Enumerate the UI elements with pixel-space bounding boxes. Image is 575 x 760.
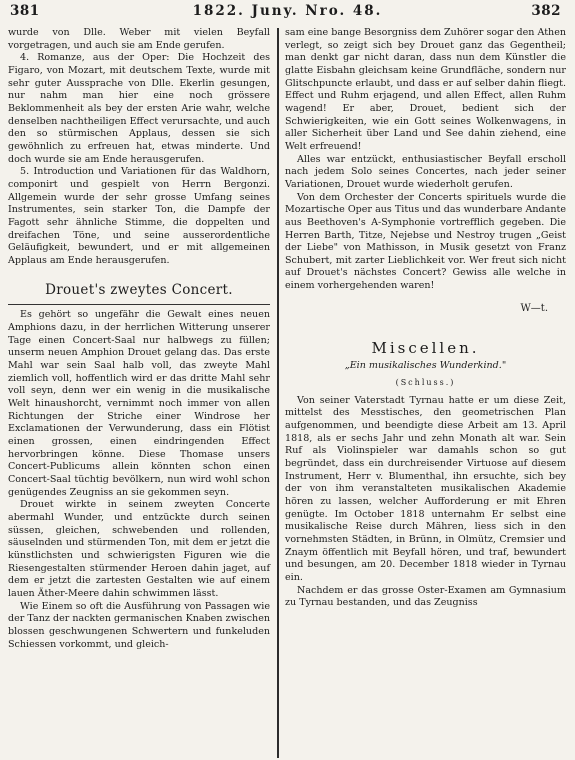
issue-header: 1822. Juny. Nro. 48.: [192, 3, 383, 19]
paragraph: wurde von Dlle. Weber mit vielen Beyfall vorgetragen, und auch sie am Ende gerufen.: [8, 27, 270, 51]
paragraph: 5. Introduction und Variationen für das Waldhorn, componirt und gespielt von Herrn Bergonzi. Allgemein wurde der sehr grosse Umfang seines Instrumentes, sein starker Ton, die Dampfe der Fagott sehr ähnliche Stimme, die doppelten und dreifachen Töne, und seine ausserordentliche Geläufigkeit, bewundert, und er mit allgemeinen Applaus am Ende herausgerufen.: [8, 166, 270, 266]
author-signature: W—t.: [520, 302, 548, 314]
column-divider: [277, 28, 279, 758]
paragraph: sam eine bange Besorgniss dem Zuhörer sogar den Athen verlegt, so zeigt sich bey Drouet ganz das Gegentheil; man denkt gar nicht daran, dass nun dem Künstler die glatte Eisbahn gleichsam keine Grundfläche, sondern nur Glitschpuncte erlaubt, und dass er auf selber dahin fliegt. Effect und Ruhm erjagend, und allen Effect, allen Ruhm wagend! Er aber, Drouet, bedient sich der Schwierigkeiten, wie ein Gott seines Wolkenwagens, in aller Sicherheit über Land und See dahin ziehend, eine Welt erfreuend!: [285, 27, 566, 152]
paragraph: Alles war entzückt, enthusiastischer Beyfall erscholl nach jedem Solo seines Concertes, nach jeder seiner Variationen, Drouet wurde wiederholt gerufen.: [285, 153, 566, 190]
page-number-right: 382: [531, 3, 561, 19]
paragraph: Drouet wirkte in seinem zweyten Concerte abermahl Wunder, und entzückte durch seinen süssen, gleichen, schwebenden und rollenden, säuselnden und stürmenden Ton, mit dem er jetzt die künstlichsten und schwierigsten Figuren wie die Riesengestalten stürmender Heroen dahin jaget, auf dem er jetzt die zartesten Gestalten wie auf einem lauen Äther-Meere dahin schwimmen lässt.: [8, 499, 270, 599]
right-column: [285, 27, 566, 610]
section-title: Drouet's zweytes Concert.: [45, 282, 233, 299]
miscellany-title: Miscellen.: [371, 339, 480, 358]
page-number-left: 381: [10, 3, 40, 19]
paragraph: Es gehört so ungefähr die Gewalt eines neuen Amphions dazu, in der herrlichen Witterung unserer Tage einen Concert-Saal nur halbwegs zu füllen; unserm neuen Amphion Drouet gelang das. Das erste Mahl war sein Saal halb voll, das zweyte Mahl ziemlich voll, hoffentlich wird er das dritte Mahl sehr voll seyn, denn wer ein wenig in die musikalische Welt hinaushorcht, vernimmt noch immer von allen Richtungen der Striche einer Windrose her Exclamationen der Verwunderung, dass ein Flötist einen grossen, einen eindringenden Effect hervorbringen könne. Diese Thomase unsers Concert-Publicums allein könnten schon einen Concert-Saal tüchtig bevölkern, nun wird wohl schon genügendes Zeugniss an sie gekommen seyn.: [8, 309, 270, 498]
left-column: [8, 27, 270, 651]
section-rule: [8, 304, 270, 305]
paragraph: Wie Einem so oft die Ausführung von Passagen wie der Tanz der nackten germanischen Knaben zwischen blossen geschwungenen Schwertern und funkeluden Schiessen vorkommt, und gleich-: [8, 600, 270, 650]
paragraph: Von seiner Vaterstadt Tyrnau hatte er um diese Zeit, mittelst des Messtisches, den geometrischen Plan aufgenommen, und beendigte diese Arbeit am 13. April 1818, als er sechs Jahr und zehn Monath alt war. Sein Ruf als Violinspieler war damahls schon so gut begründet, dass ein durchreisender Virtuose auf diesem Instrument, Herr v. Blumenthal, ihn ersuchte, sich bey der von ihm veranstalteten musikalischen Akademie hören zu lassen, welcher Aufforderung er mit Ehren genügte. Im October 1818 unternahm Er selbst eine musikalische Reise durch Mähren, liess sich in den vornehmsten Städten, in Brünn, in Olmütz, Cremsier und Znaym öffentlich mit Beyfall hören, und traf, bewundert und besungen, am 20. December 1818 wieder in Tyrnau ein.: [285, 394, 566, 583]
paragraph: 4. Romanze, aus der Oper: Die Hochzeit des Figaro, von Mozart, mit deutschem Texte, wurde mit sehr guter Aussprache von Dlle. Ekerlin gesungen, nur nahm man hier eine noch grössere Beklommenheit als bey der ersten Arie wahr, welche denselben nachtheiligen Effect verursachte, und auch den so stürmischen Applaus, dessen sie sich gewöhnlich zu erfreuen hat, etwas minderte. Und doch wurde sie am Ende herausgerufen.: [8, 52, 270, 165]
paragraph: Nachdem er das grosse Oster-Examen am Gymnasium zu Tyrnau bestanden, und das Zeugniss: [285, 584, 566, 609]
miscellany-subtitle: „Ein musikalisches Wunderkind.": [344, 360, 507, 372]
paragraph: Von dem Orchester der Concerts spirituels wurde die Mozartische Oper aus Titus und das wunderbare Andante aus Beethoven's A-Symphonie vortrefflich gegeben. Die Herren Barth, Titze, Nejebse und Nestroy trugen „Geist der Liebe" von Mathisson, in Musik gesetzt von Franz Schubert, mit zarter Lieblichkeit vor. Wer freut sich nicht auf Drouet's nächstes Concert? Gewiss alle welche in einem vorhergehenden waren!: [285, 191, 566, 292]
continuation-note: (Schluss.): [395, 378, 456, 388]
